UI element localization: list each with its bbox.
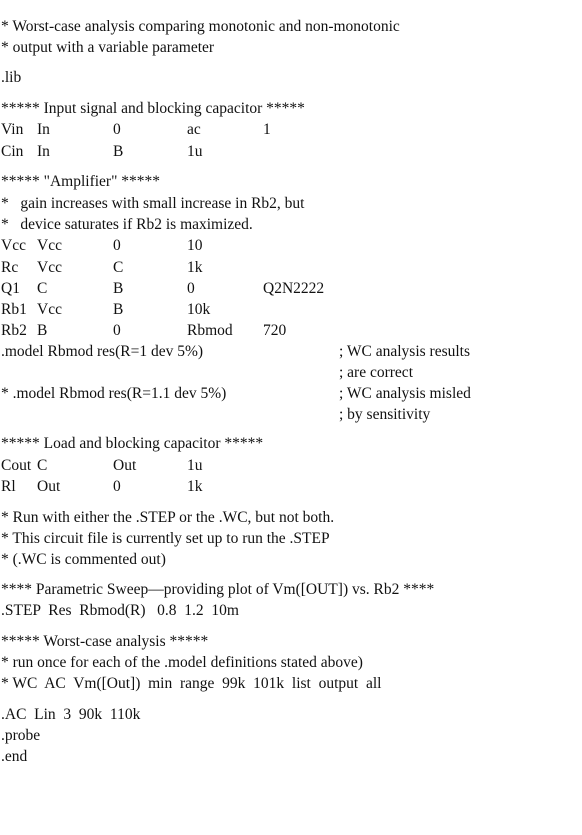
node-1: Out [37,478,61,495]
model-note: ; are correct [339,364,413,381]
amplifier-section-heading: ***** "Amplifier" ***** [1,173,161,190]
element-extra: 1 [263,121,271,138]
element-name: Rl [1,478,16,495]
element-name: Cout [1,457,32,474]
element-value: 1u [187,143,203,160]
node-1: Vcc [37,259,62,276]
node-2: 0 [113,237,121,254]
run-note-2: * This circuit file is currently set up to run the .STEP [1,530,330,547]
node-1: C [37,280,48,297]
node-1: In [37,143,50,160]
element-value: 1k [187,259,203,276]
ac-command: .AC Lin 3 90k 110k [1,706,141,723]
model-note: ; WC analysis misled [339,385,471,402]
element-value: 10 [187,237,203,254]
node-2: B [113,301,124,318]
node-2: 0 [113,478,121,495]
header-comment-line-1: * Worst-case analysis comparing monotonic and non-monotonic [1,18,400,35]
element-value: 10k [187,301,211,318]
run-note-3: * (.WC is commented out) [1,551,166,568]
node-1: In [37,121,50,138]
probe-directive: .probe [1,727,41,744]
element-name: Q1 [1,280,20,297]
header-comment-line-2: * output with a variable parameter [1,39,215,56]
element-name: Vcc [1,237,26,254]
node-1: B [37,322,48,339]
end-directive: .end [1,748,28,765]
node-1: Vcc [37,301,62,318]
lib-directive: .lib [1,69,22,86]
element-value: ac [187,121,201,138]
input-section-heading: ***** Input signal and blocking capacitor ***** [1,100,305,117]
load-section-heading: ***** Load and blocking capacitor ***** [1,435,264,452]
node-2: B [113,143,124,160]
element-name: Rc [1,259,19,276]
element-value: 1u [187,457,203,474]
worst-case-line-2: * WC AC Vm([Out]) min range 99k 101k list output all [1,675,382,692]
model-note: ; WC analysis results [339,343,471,360]
step-command: .STEP Res Rbmod(R) 0.8 1.2 10m [1,602,239,619]
model-statement: * .model Rbmod res(R=1.1 dev 5%) [1,385,227,402]
element-model: Q2N2222 [263,280,325,297]
element-name: Rb1 [1,301,27,318]
model-note: ; by sensitivity [339,406,431,423]
node-1: C [37,457,48,474]
node-2: 0 [113,322,121,339]
worst-case-section-heading: ***** Worst-case analysis ***** [1,633,209,650]
node-2: 0 [113,121,121,138]
model-statement: .model Rbmod res(R=1 dev 5%) [1,343,204,360]
node-2: Out [113,457,137,474]
sweep-section-heading: **** Parametric Sweep—providing plot of Vm([OUT]) vs. Rb2 **** [1,581,435,598]
node-3: 0 [187,280,195,297]
amplifier-comment-2: * device saturates if Rb2 is maximized. [1,216,253,233]
element-model: Rbmod [187,322,233,339]
node-2: B [113,280,124,297]
element-name: Rb2 [1,322,27,339]
run-note-1: * Run with either the .STEP or the .WC, but not both. [1,509,335,526]
amplifier-comment-1: * gain increases with small increase in Rb2, but [1,195,305,212]
element-name: Cin [1,143,24,160]
node-2: C [113,259,124,276]
element-value: 720 [263,322,287,339]
element-value: 1k [187,478,203,495]
node-1: Vcc [37,237,62,254]
element-name: Vin [1,121,24,138]
worst-case-line-1: * run once for each of the .model definitions stated above) [1,654,363,671]
